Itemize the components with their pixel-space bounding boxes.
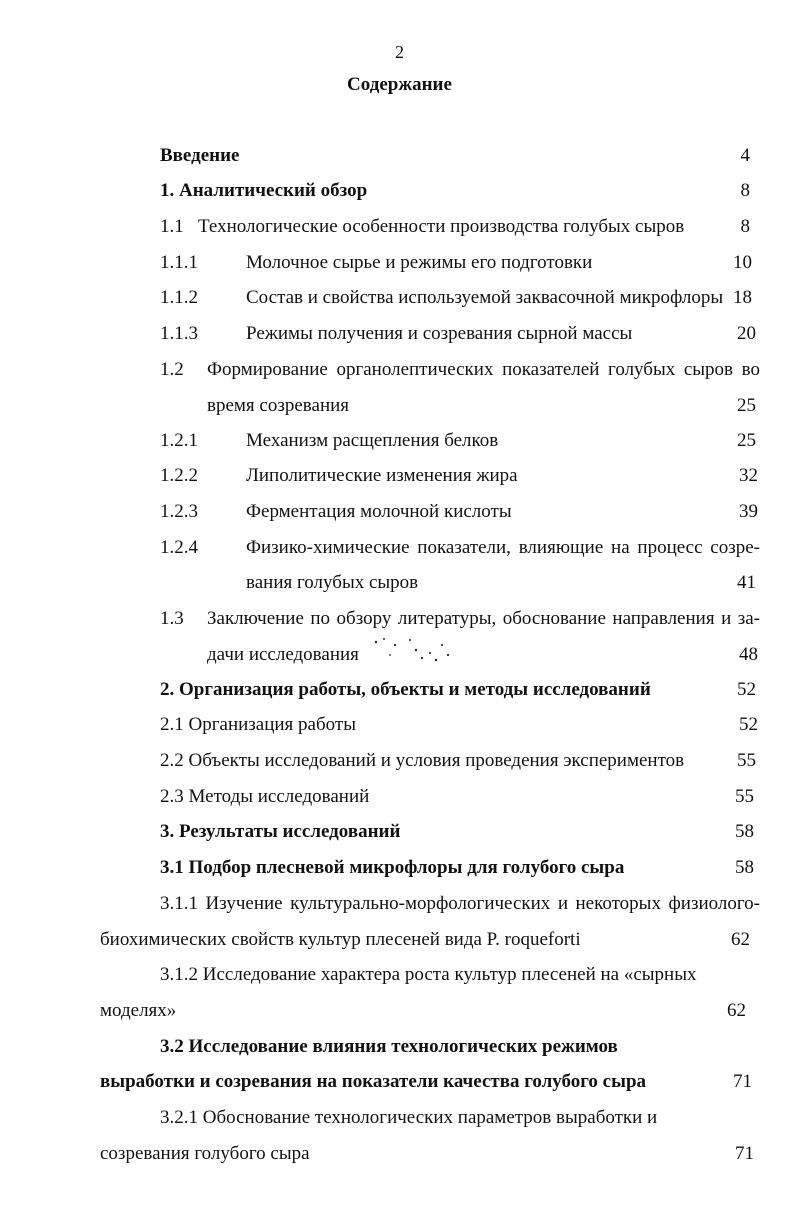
toc-page: 4 <box>740 145 750 166</box>
page-number: 2 <box>395 42 404 62</box>
toc-number: 1.2.4 <box>160 537 198 558</box>
toc-page: 25 <box>737 430 756 451</box>
toc-entry-3-2-1-cont: созревания голубого сыра <box>100 1143 310 1164</box>
toc-entry-chapter-1: 1. Аналитический обзор <box>160 180 368 201</box>
toc-entry-1-3-cont: дачи исследования <box>207 644 359 665</box>
toc-entry-3-1-2-cont: моделях» <box>100 1000 177 1021</box>
toc-page: 55 <box>737 750 756 771</box>
toc-entry-3-2: 3.2 Исследование влияния технологических режимов <box>160 1036 618 1057</box>
toc-entry-intro: Введение <box>160 145 240 166</box>
toc-entry-1-2-4-cont: вания голубых сыров <box>246 572 419 593</box>
toc-entry-2-2: 2.2 Объекты исследований и условия проведения экспериментов <box>160 750 685 771</box>
toc-entry-1-1-3: Режимы получения и созревания сырной массы <box>246 323 633 344</box>
toc-entry-chapter-3: 3. Результаты исследований <box>160 821 401 842</box>
toc-page: 39 <box>739 501 758 522</box>
toc-entry-1-1: Технологические особенности производства голубых сыров <box>198 216 685 237</box>
toc-page: 55 <box>735 786 754 807</box>
toc-page: 8 <box>740 180 750 201</box>
toc-page: 58 <box>735 821 754 842</box>
toc-number: 1.2.1 <box>160 430 198 451</box>
toc-entry-1-2-1: Механизм расщепления белков <box>246 430 499 451</box>
toc-entry-1-2-4: Физико-химические показатели, влияющие на процесс созре- <box>246 537 760 558</box>
toc-entry-2-1: 2.1 Организация работы <box>160 714 356 735</box>
toc-entry-chapter-2: 2. Организация работы, объекты и методы исследований <box>160 679 651 700</box>
toc-entry-3-2-1: 3.2.1 Обоснование технологических параметров выработки и <box>160 1107 658 1128</box>
toc-page: 71 <box>735 1143 754 1164</box>
toc-entry-1-1-1: Молочное сырье и режимы его подготовки <box>246 252 593 273</box>
toc-entry-3-1-1: 3.1.1 Изучение культурально-морфологических и некоторых физиолого- <box>160 893 760 914</box>
toc-page: 71 <box>733 1071 752 1092</box>
toc-page: 10 <box>733 252 752 273</box>
toc-entry-3-1: 3.1 Подбор плесневой микрофлоры для голубого сыра <box>160 857 625 878</box>
toc-entry-2-3: 2.3 Методы исследований <box>160 786 370 807</box>
toc-number: 1.1.3 <box>160 323 198 344</box>
toc-entry-1-2-2: Липолитические изменения жира <box>246 465 518 486</box>
toc-page: 25 <box>737 395 756 416</box>
toc-entry-1-1-2: Состав и свойства используемой заквасочной микрофлоры <box>246 287 724 308</box>
toc-entry-3-2-cont: выработки и созревания на показатели качества голубого сыра <box>100 1071 647 1092</box>
toc-page: 41 <box>737 572 756 593</box>
toc-page: 8 <box>740 216 750 237</box>
toc-entry-1-2-cont: время созревания <box>207 395 350 416</box>
toc-number: 1.2 <box>160 359 184 380</box>
toc-page: 62 <box>731 929 750 950</box>
page-title: Содержание <box>347 74 452 95</box>
toc-entry-1-2-3: Ферментация молочной кислоты <box>246 501 512 522</box>
toc-entry-3-1-2: 3.1.2 Исследование характера роста культур плесеней на «сырных <box>160 964 697 985</box>
toc-page: 18 <box>733 287 752 308</box>
toc-number: 1.1.1 <box>160 252 198 273</box>
toc-page: 58 <box>735 857 754 878</box>
toc-number: 1.1 <box>160 216 184 237</box>
toc-page: 32 <box>739 465 758 486</box>
toc-number: 1.3 <box>160 608 184 629</box>
toc-page: 62 <box>727 1000 746 1021</box>
toc-page: 52 <box>739 714 758 735</box>
toc-page: 20 <box>737 323 756 344</box>
toc-entry-1-2: Формирование органолептических показателей голубых сыров во <box>207 359 760 380</box>
toc-page: 48 <box>739 644 758 665</box>
toc-entry-3-1-1-cont: биохимических свойств культур плесеней вида P. roqueforti <box>100 929 581 950</box>
toc-number: 1.2.3 <box>160 501 198 522</box>
toc-entry-1-3: Заключение по обзору литературы, обоснование направления и за- <box>207 608 760 629</box>
toc-number: 1.1.2 <box>160 287 198 308</box>
toc-number: 1.2.2 <box>160 465 198 486</box>
toc-page: 52 <box>737 679 756 700</box>
scan-speckle-marks <box>370 636 460 666</box>
